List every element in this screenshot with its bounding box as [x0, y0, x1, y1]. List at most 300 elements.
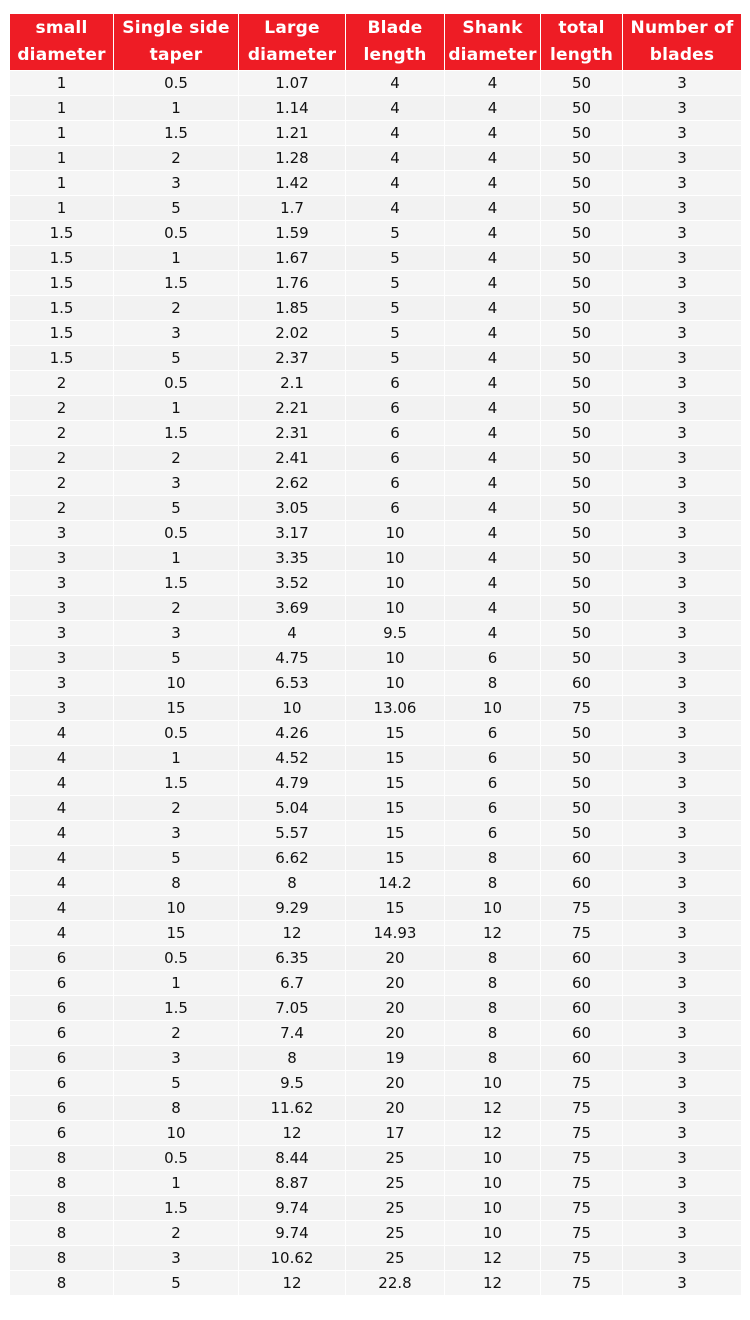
cell-small-diameter: 3: [10, 671, 114, 696]
cell-shank-diameter: 8: [445, 671, 541, 696]
cell-total-length: 50: [541, 571, 623, 596]
table-row: [10, 421, 742, 446]
cell-small-diameter: 6: [10, 1046, 114, 1071]
cell-number-of-blades: 3: [623, 121, 742, 146]
cell-total-length: 75: [541, 1071, 623, 1096]
cell-large-diameter: 1.76: [239, 271, 346, 296]
cell-single-side-taper: 10: [114, 1121, 239, 1146]
cell-blade-length: 4: [346, 71, 445, 96]
cell-large-diameter: 2.1: [239, 371, 346, 396]
cell-small-diameter: 2: [10, 396, 114, 421]
cell-small-diameter: 2: [10, 471, 114, 496]
cell-total-length: 50: [541, 246, 623, 271]
cell-blade-length: 5: [346, 246, 445, 271]
header-line: Large: [264, 18, 320, 38]
cell-shank-diameter: 10: [445, 1221, 541, 1246]
cell-single-side-taper: 3: [114, 321, 239, 346]
cell-blade-length: 6: [346, 371, 445, 396]
table-row: [10, 321, 742, 346]
cell-blade-length: 6: [346, 446, 445, 471]
cell-small-diameter: 6: [10, 1071, 114, 1096]
table-row: [10, 1196, 742, 1221]
cell-small-diameter: 1: [10, 121, 114, 146]
cell-number-of-blades: 3: [623, 171, 742, 196]
cell-large-diameter: 1.85: [239, 296, 346, 321]
cell-number-of-blades: 3: [623, 671, 742, 696]
cell-shank-diameter: 12: [445, 1096, 541, 1121]
cell-single-side-taper: 0.5: [114, 721, 239, 746]
table-row: [10, 671, 742, 696]
cell-total-length: 75: [541, 1271, 623, 1296]
cell-large-diameter: 7.4: [239, 1021, 346, 1046]
cell-small-diameter: 1.5: [10, 221, 114, 246]
cell-single-side-taper: 2: [114, 296, 239, 321]
cell-total-length: 50: [541, 746, 623, 771]
cell-blade-length: 25: [346, 1171, 445, 1196]
cell-shank-diameter: 10: [445, 1171, 541, 1196]
table-body: [10, 71, 742, 1296]
cell-small-diameter: 1: [10, 171, 114, 196]
cell-total-length: 50: [541, 446, 623, 471]
cell-total-length: 75: [541, 1096, 623, 1121]
cell-blade-length: 15: [346, 821, 445, 846]
cell-blade-length: 10: [346, 646, 445, 671]
cell-small-diameter: 3: [10, 546, 114, 571]
cell-single-side-taper: 2: [114, 146, 239, 171]
cell-shank-diameter: 12: [445, 1121, 541, 1146]
cell-single-side-taper: 0.5: [114, 946, 239, 971]
cell-number-of-blades: 3: [623, 146, 742, 171]
cell-blade-length: 17: [346, 1121, 445, 1146]
cell-large-diameter: 8.87: [239, 1171, 346, 1196]
cell-shank-diameter: 12: [445, 1271, 541, 1296]
cell-blade-length: 10: [346, 546, 445, 571]
cell-single-side-taper: 5: [114, 646, 239, 671]
cell-total-length: 75: [541, 1171, 623, 1196]
cell-small-diameter: 2: [10, 421, 114, 446]
table-row: [10, 596, 742, 621]
cell-number-of-blades: 3: [623, 521, 742, 546]
header-line: Blade: [367, 18, 423, 38]
cell-small-diameter: 8: [10, 1146, 114, 1171]
cell-single-side-taper: 1.5: [114, 271, 239, 296]
cell-small-diameter: 4: [10, 721, 114, 746]
header-shank-diameter: [445, 14, 541, 71]
table-row: [10, 1271, 742, 1296]
cell-large-diameter: 4.52: [239, 746, 346, 771]
cell-total-length: 60: [541, 846, 623, 871]
cell-total-length: 50: [541, 371, 623, 396]
cell-shank-diameter: 4: [445, 346, 541, 371]
cell-single-side-taper: 1: [114, 246, 239, 271]
cell-blade-length: 15: [346, 746, 445, 771]
cell-number-of-blades: 3: [623, 471, 742, 496]
cell-large-diameter: 6.62: [239, 846, 346, 871]
cell-shank-diameter: 10: [445, 1146, 541, 1171]
cell-large-diameter: 2.41: [239, 446, 346, 471]
cell-large-diameter: 1.14: [239, 96, 346, 121]
header-line: blades: [649, 45, 715, 65]
cell-small-diameter: 1.5: [10, 321, 114, 346]
cell-single-side-taper: 2: [114, 796, 239, 821]
cell-single-side-taper: 5: [114, 1071, 239, 1096]
cell-shank-diameter: 4: [445, 271, 541, 296]
table-row: [10, 271, 742, 296]
cell-blade-length: 10: [346, 671, 445, 696]
cell-large-diameter: 9.29: [239, 896, 346, 921]
cell-number-of-blades: 3: [623, 871, 742, 896]
cell-total-length: 50: [541, 171, 623, 196]
cell-large-diameter: 4: [239, 621, 346, 646]
table-row: [10, 996, 742, 1021]
cell-small-diameter: 6: [10, 996, 114, 1021]
cell-blade-length: 20: [346, 946, 445, 971]
cell-single-side-taper: 1: [114, 546, 239, 571]
cell-small-diameter: 1: [10, 96, 114, 121]
cell-large-diameter: 1.59: [239, 221, 346, 246]
table-row: [10, 921, 742, 946]
cell-number-of-blades: 3: [623, 996, 742, 1021]
cell-large-diameter: 3.17: [239, 521, 346, 546]
cell-shank-diameter: 4: [445, 146, 541, 171]
cell-small-diameter: 8: [10, 1196, 114, 1221]
cell-number-of-blades: 3: [623, 1171, 742, 1196]
cell-total-length: 75: [541, 1121, 623, 1146]
cell-number-of-blades: 3: [623, 396, 742, 421]
cell-single-side-taper: 1.5: [114, 996, 239, 1021]
cell-small-diameter: 4: [10, 771, 114, 796]
cell-single-side-taper: 0.5: [114, 371, 239, 396]
cell-large-diameter: 1.07: [239, 71, 346, 96]
cell-single-side-taper: 0.5: [114, 521, 239, 546]
table-row: [10, 721, 742, 746]
cell-total-length: 75: [541, 696, 623, 721]
table-row: [10, 1221, 742, 1246]
cell-number-of-blades: 3: [623, 1071, 742, 1096]
header-line: length: [363, 45, 427, 65]
cell-total-length: 50: [541, 196, 623, 221]
cell-large-diameter: 5.04: [239, 796, 346, 821]
cell-blade-length: 22.8: [346, 1271, 445, 1296]
cell-large-diameter: 2.31: [239, 421, 346, 446]
cell-total-length: 50: [541, 721, 623, 746]
cell-single-side-taper: 2: [114, 1021, 239, 1046]
cell-large-diameter: 4.75: [239, 646, 346, 671]
table-row: [10, 171, 742, 196]
cell-single-side-taper: 1.5: [114, 121, 239, 146]
cell-single-side-taper: 5: [114, 196, 239, 221]
header-line: small: [35, 18, 88, 38]
cell-shank-diameter: 4: [445, 71, 541, 96]
cell-number-of-blades: 3: [623, 246, 742, 271]
cell-large-diameter: 6.53: [239, 671, 346, 696]
cell-blade-length: 5: [346, 271, 445, 296]
table-row: [10, 471, 742, 496]
cell-blade-length: 9.5: [346, 621, 445, 646]
cell-small-diameter: 8: [10, 1171, 114, 1196]
cell-blade-length: 25: [346, 1246, 445, 1271]
cell-small-diameter: 4: [10, 871, 114, 896]
table-row: [10, 746, 742, 771]
cell-number-of-blades: 3: [623, 446, 742, 471]
cell-blade-length: 5: [346, 296, 445, 321]
table-header: [10, 14, 742, 71]
table-row: [10, 896, 742, 921]
cell-single-side-taper: 5: [114, 1271, 239, 1296]
table-row: [10, 571, 742, 596]
cell-shank-diameter: 4: [445, 571, 541, 596]
cell-shank-diameter: 4: [445, 546, 541, 571]
cell-number-of-blades: 3: [623, 796, 742, 821]
table-row: [10, 646, 742, 671]
cell-total-length: 50: [541, 496, 623, 521]
cell-blade-length: 20: [346, 1021, 445, 1046]
cell-large-diameter: 9.74: [239, 1196, 346, 1221]
cell-total-length: 60: [541, 1046, 623, 1071]
cell-large-diameter: 8.44: [239, 1146, 346, 1171]
table-row: [10, 621, 742, 646]
header-line: Number of: [630, 18, 734, 38]
cell-number-of-blades: 3: [623, 846, 742, 871]
cell-single-side-taper: 1: [114, 396, 239, 421]
cell-total-length: 50: [541, 146, 623, 171]
cell-total-length: 50: [541, 71, 623, 96]
header-small-diameter: [10, 14, 114, 71]
cell-single-side-taper: 3: [114, 1046, 239, 1071]
table-row: [10, 346, 742, 371]
cell-shank-diameter: 4: [445, 196, 541, 221]
cell-large-diameter: 1.28: [239, 146, 346, 171]
cell-single-side-taper: 1.5: [114, 421, 239, 446]
cell-number-of-blades: 3: [623, 821, 742, 846]
cell-blade-length: 19: [346, 1046, 445, 1071]
table-row: [10, 871, 742, 896]
header-total-length: [541, 14, 623, 71]
cell-shank-diameter: 4: [445, 171, 541, 196]
cell-shank-diameter: 10: [445, 1196, 541, 1221]
cell-total-length: 50: [541, 346, 623, 371]
cell-shank-diameter: 6: [445, 821, 541, 846]
cell-single-side-taper: 10: [114, 896, 239, 921]
table-row: [10, 546, 742, 571]
table-row: [10, 71, 742, 96]
cell-small-diameter: 3: [10, 646, 114, 671]
table-row: [10, 246, 742, 271]
cell-blade-length: 4: [346, 196, 445, 221]
cell-blade-length: 20: [346, 1096, 445, 1121]
cell-total-length: 50: [541, 321, 623, 346]
cell-small-diameter: 4: [10, 921, 114, 946]
table-row: [10, 1246, 742, 1271]
table-row: [10, 1071, 742, 1096]
cell-blade-length: 13.06: [346, 696, 445, 721]
cell-shank-diameter: 4: [445, 246, 541, 271]
cell-small-diameter: 1.5: [10, 271, 114, 296]
cell-blade-length: 20: [346, 996, 445, 1021]
cell-total-length: 50: [541, 521, 623, 546]
cell-total-length: 75: [541, 1196, 623, 1221]
table-row: [10, 96, 742, 121]
cell-blade-length: 15: [346, 796, 445, 821]
cell-single-side-taper: 3: [114, 621, 239, 646]
header-row: [10, 14, 742, 71]
cell-single-side-taper: 1.5: [114, 571, 239, 596]
header-line: total: [558, 18, 605, 38]
cell-large-diameter: 2.62: [239, 471, 346, 496]
cell-small-diameter: 4: [10, 896, 114, 921]
table-row: [10, 521, 742, 546]
cell-number-of-blades: 3: [623, 621, 742, 646]
cell-single-side-taper: 8: [114, 1096, 239, 1121]
cell-shank-diameter: 4: [445, 396, 541, 421]
cell-single-side-taper: 0.5: [114, 221, 239, 246]
cell-total-length: 50: [541, 796, 623, 821]
cell-small-diameter: 1.5: [10, 346, 114, 371]
cell-total-length: 50: [541, 596, 623, 621]
cell-small-diameter: 6: [10, 1096, 114, 1121]
cell-blade-length: 4: [346, 96, 445, 121]
cell-large-diameter: 4.79: [239, 771, 346, 796]
cell-number-of-blades: 3: [623, 1096, 742, 1121]
cell-single-side-taper: 5: [114, 846, 239, 871]
cell-total-length: 75: [541, 921, 623, 946]
cell-small-diameter: 6: [10, 971, 114, 996]
cell-shank-diameter: 4: [445, 521, 541, 546]
header-blade-length: [346, 14, 445, 71]
cell-total-length: 50: [541, 96, 623, 121]
cell-number-of-blades: 3: [623, 746, 742, 771]
cell-total-length: 50: [541, 421, 623, 446]
header-line: taper: [149, 45, 203, 65]
cell-number-of-blades: 3: [623, 1221, 742, 1246]
header-line: Single side: [122, 18, 230, 38]
cell-shank-diameter: 6: [445, 796, 541, 821]
table-row: [10, 771, 742, 796]
cell-shank-diameter: 8: [445, 1046, 541, 1071]
cell-total-length: 60: [541, 971, 623, 996]
cell-total-length: 75: [541, 1221, 623, 1246]
cell-number-of-blades: 3: [623, 721, 742, 746]
header-line: diameter: [448, 45, 537, 65]
cell-total-length: 50: [541, 821, 623, 846]
cell-large-diameter: 6.35: [239, 946, 346, 971]
cell-shank-diameter: 8: [445, 971, 541, 996]
table-row: [10, 1171, 742, 1196]
cell-single-side-taper: 2: [114, 446, 239, 471]
cell-small-diameter: 1.5: [10, 246, 114, 271]
cell-shank-diameter: 6: [445, 771, 541, 796]
cell-blade-length: 25: [346, 1221, 445, 1246]
cell-total-length: 50: [541, 121, 623, 146]
cell-total-length: 60: [541, 1021, 623, 1046]
cell-blade-length: 25: [346, 1196, 445, 1221]
cell-blade-length: 14.93: [346, 921, 445, 946]
cell-blade-length: 20: [346, 1071, 445, 1096]
cell-large-diameter: 12: [239, 1271, 346, 1296]
table-row: [10, 846, 742, 871]
cell-total-length: 50: [541, 271, 623, 296]
table-row: [10, 121, 742, 146]
cell-number-of-blades: 3: [623, 221, 742, 246]
cell-total-length: 50: [541, 221, 623, 246]
cell-small-diameter: 4: [10, 796, 114, 821]
cell-small-diameter: 3: [10, 571, 114, 596]
cell-blade-length: 4: [346, 121, 445, 146]
cell-number-of-blades: 3: [623, 696, 742, 721]
cell-single-side-taper: 1: [114, 971, 239, 996]
cell-number-of-blades: 3: [623, 321, 742, 346]
cell-total-length: 50: [541, 621, 623, 646]
cell-single-side-taper: 2: [114, 596, 239, 621]
cell-total-length: 60: [541, 871, 623, 896]
cell-single-side-taper: 5: [114, 346, 239, 371]
cell-number-of-blades: 3: [623, 496, 742, 521]
cell-large-diameter: 6.7: [239, 971, 346, 996]
cell-small-diameter: 2: [10, 371, 114, 396]
cell-small-diameter: 2: [10, 496, 114, 521]
cell-shank-diameter: 4: [445, 446, 541, 471]
cell-large-diameter: 4.26: [239, 721, 346, 746]
cell-large-diameter: 1.42: [239, 171, 346, 196]
table-row: [10, 696, 742, 721]
cell-small-diameter: 3: [10, 521, 114, 546]
cell-shank-diameter: 8: [445, 946, 541, 971]
cell-small-diameter: 6: [10, 1021, 114, 1046]
cell-small-diameter: 8: [10, 1271, 114, 1296]
cell-number-of-blades: 3: [623, 421, 742, 446]
cell-number-of-blades: 3: [623, 771, 742, 796]
cell-single-side-taper: 1.5: [114, 771, 239, 796]
cell-single-side-taper: 3: [114, 171, 239, 196]
cell-number-of-blades: 3: [623, 1196, 742, 1221]
cell-small-diameter: 2: [10, 446, 114, 471]
cell-shank-diameter: 4: [445, 321, 541, 346]
table-row: [10, 446, 742, 471]
cell-single-side-taper: 0.5: [114, 71, 239, 96]
table-row: [10, 221, 742, 246]
cell-small-diameter: 4: [10, 746, 114, 771]
cell-blade-length: 15: [346, 721, 445, 746]
cell-blade-length: 10: [346, 521, 445, 546]
cell-number-of-blades: 3: [623, 921, 742, 946]
cell-number-of-blades: 3: [623, 1121, 742, 1146]
cell-shank-diameter: 4: [445, 371, 541, 396]
cell-large-diameter: 2.37: [239, 346, 346, 371]
cell-small-diameter: 4: [10, 821, 114, 846]
cell-total-length: 50: [541, 396, 623, 421]
cell-shank-diameter: 12: [445, 1246, 541, 1271]
cell-large-diameter: 9.74: [239, 1221, 346, 1246]
cell-small-diameter: 1: [10, 146, 114, 171]
cell-shank-diameter: 4: [445, 496, 541, 521]
cell-small-diameter: 3: [10, 621, 114, 646]
header-line: diameter: [17, 45, 106, 65]
table-row: [10, 1146, 742, 1171]
cell-number-of-blades: 3: [623, 1246, 742, 1271]
cell-number-of-blades: 3: [623, 71, 742, 96]
cell-number-of-blades: 3: [623, 96, 742, 121]
cell-blade-length: 20: [346, 971, 445, 996]
cell-single-side-taper: 3: [114, 1246, 239, 1271]
table-row: [10, 296, 742, 321]
table-row: [10, 971, 742, 996]
cell-number-of-blades: 3: [623, 546, 742, 571]
cell-large-diameter: 3.35: [239, 546, 346, 571]
table-row: [10, 1046, 742, 1071]
cell-small-diameter: 1: [10, 196, 114, 221]
cell-large-diameter: 8: [239, 1046, 346, 1071]
cell-blade-length: 14.2: [346, 871, 445, 896]
